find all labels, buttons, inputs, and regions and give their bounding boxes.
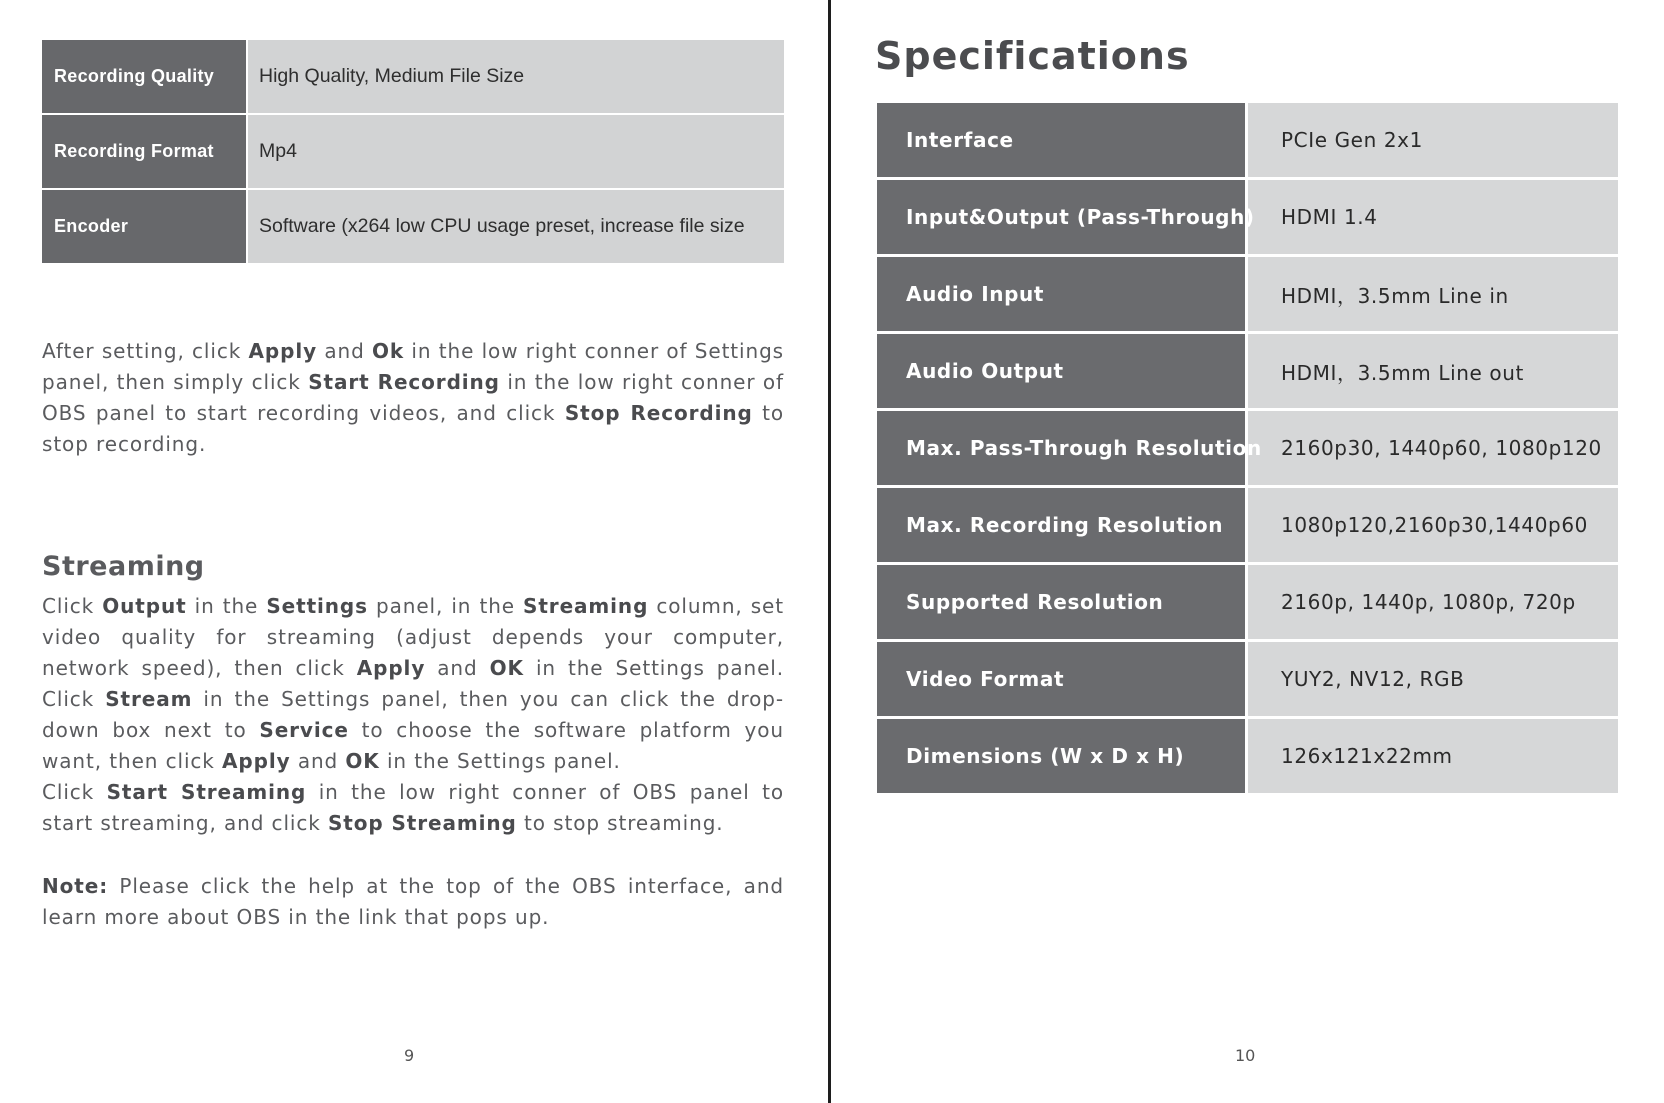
page-number: 9 — [404, 1046, 415, 1065]
text-run: and — [317, 339, 373, 363]
table-row — [877, 256, 1618, 333]
bold-run: Stop Streaming — [328, 811, 517, 835]
note-text: Please click the help at the top of the OBS interface, and learn more about OBS in the link that pops up. — [42, 874, 784, 929]
settings-label: Encoder — [42, 189, 247, 263]
text-run: After setting, click — [42, 339, 249, 363]
text-run: in the Settings panel. Click — [42, 656, 785, 711]
spec-label: Input&Output (Pass-Through) — [877, 179, 1247, 256]
spec-value: 126x121x22mm — [1247, 718, 1619, 794]
note-label: Note: — [42, 874, 109, 898]
text-run: in the Settings panel. — [379, 749, 621, 773]
bold-run: Apply — [222, 749, 291, 773]
streaming-instructions-paragraph — [42, 591, 784, 839]
table-row — [877, 103, 1618, 179]
page-number: 10 — [1235, 1046, 1256, 1065]
bold-run: Settings — [266, 594, 368, 618]
bold-run: Apply — [356, 656, 426, 680]
spec-label: Video Format — [877, 641, 1247, 718]
table-row — [877, 333, 1618, 410]
spec-label: Max. Recording Resolution — [877, 487, 1247, 564]
text-run: in the Settings panel, then you can click the drop-down box next to — [42, 687, 784, 742]
table-row — [42, 189, 784, 263]
text-run: to choose the software platform you want, then click — [42, 718, 784, 773]
text-run: and — [425, 656, 490, 680]
text-run: in the — [186, 594, 267, 618]
spec-label: Audio Output — [877, 333, 1247, 410]
recording-settings-table — [42, 40, 784, 263]
spec-value: PCIe Gen 2x1 — [1247, 103, 1619, 179]
note-paragraph — [42, 871, 784, 933]
bold-run: Apply — [248, 339, 318, 363]
spec-label: Interface — [877, 103, 1247, 179]
text-run: Click — [42, 594, 103, 618]
bold-run: OK — [489, 656, 524, 680]
text-run: in the low right conner of Settings panel, then simply click — [42, 339, 784, 394]
table-row — [877, 410, 1618, 487]
bold-run: Service — [259, 718, 349, 742]
spec-label: Audio Input — [877, 256, 1247, 333]
spec-value: 2160p, 1440p, 1080p, 720p — [1247, 564, 1619, 641]
settings-label: Recording Format — [42, 114, 247, 189]
spec-value: 2160p30, 1440p60, 1080p120 — [1247, 410, 1619, 487]
spec-label: Supported Resolution — [877, 564, 1247, 641]
bold-run: Ok — [372, 339, 405, 363]
table-row — [877, 718, 1618, 794]
text-run: in the low right conner of OBS panel to start recording videos, and click — [42, 370, 785, 425]
page-title: Specifications — [875, 34, 1190, 78]
bold-run: Start Streaming — [106, 780, 307, 804]
bold-run: Stop Recording — [564, 401, 753, 425]
recording-instructions-paragraph — [42, 336, 784, 460]
text-run: panel, in the — [367, 594, 524, 618]
table-row — [877, 564, 1618, 641]
bold-run: Stream — [105, 687, 193, 711]
text-run: column, set video quality for streaming (adjust depends your computer, network speed), then click — [42, 594, 784, 680]
spec-value: HDMI 1.4 — [1247, 179, 1619, 256]
bold-run: Start Recording — [308, 370, 500, 394]
bold-run: Output — [102, 594, 187, 618]
bold-run: Streaming — [523, 594, 649, 618]
page-spine-divider — [828, 0, 831, 1103]
text-run: to stop recording. — [42, 401, 784, 456]
text-run: Click — [42, 780, 107, 804]
table-row — [877, 487, 1618, 564]
spec-label: Dimensions (W x D x H) — [877, 718, 1247, 794]
table-row — [42, 40, 784, 114]
spec-value: 1080p120,2160p30,1440p60 — [1247, 487, 1619, 564]
settings-value: High Quality, Medium File Size — [247, 40, 784, 114]
left-page — [0, 0, 828, 1103]
text-run: and — [290, 749, 346, 773]
text-run: to stop streaming. — [516, 811, 724, 835]
specifications-table — [877, 103, 1618, 793]
table-row — [877, 179, 1618, 256]
spec-label: Max. Pass-Through Resolution — [877, 410, 1247, 487]
table-row — [877, 641, 1618, 718]
spec-value: HDMI，3.5mm Line out — [1247, 333, 1619, 410]
streaming-heading: Streaming — [42, 551, 205, 582]
spec-value: HDMI，3.5mm Line in — [1247, 256, 1619, 333]
text-run: in the low right conner of OBS panel to start streaming, and click — [42, 780, 784, 835]
settings-value: Mp4 — [247, 114, 784, 189]
spec-value: YUY2, NV12, RGB — [1247, 641, 1619, 718]
table-row — [42, 114, 784, 189]
settings-value: Software (x264 low CPU usage preset, increase file size — [247, 189, 784, 263]
settings-label: Recording Quality — [42, 40, 247, 114]
bold-run: OK — [345, 749, 380, 773]
